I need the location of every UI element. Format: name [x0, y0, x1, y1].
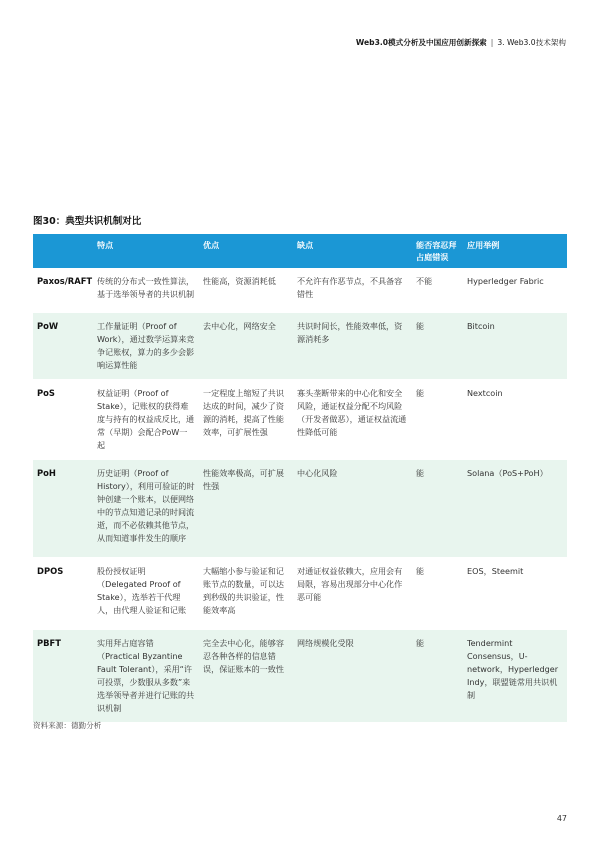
mechanism-name: PoW	[33, 312, 93, 379]
mechanism-name: Paxos/RAFT	[37, 276, 93, 286]
table-row	[33, 629, 567, 722]
column-header	[33, 234, 93, 268]
column-header: 特点	[93, 234, 199, 268]
consensus-comparison-table	[33, 234, 567, 723]
cons-cell: 不允许有作恶节点，不具备容错性	[297, 276, 403, 299]
table-row	[33, 557, 567, 629]
column-header: 应用举例	[463, 234, 567, 268]
feature-cell: 股份授权证明（Delegated Proof of Stake），选举若干代理人，由代理人验证和记账	[97, 565, 187, 615]
bft-cell: 能	[412, 629, 463, 722]
examples-cell: Hyperledger Fabric	[467, 276, 544, 286]
examples-cell: EOS，Steemit	[467, 565, 524, 576]
column-header: 优点	[199, 234, 293, 268]
pros-cell: 去中心化，网络安全	[199, 312, 293, 379]
cons-cell: 对通证权益依赖大，应用会有局限，容易出现部分中心化作恶可能	[297, 565, 403, 602]
pros-cell: 一定程度上缩短了共识达成的时间，减少了资源的消耗，提高了性能效率，可扩展性强	[203, 387, 284, 437]
table-row	[33, 312, 567, 379]
table-row	[33, 268, 567, 312]
feature-cell: 传统的分布式一致性算法，基于选举领导者的共识机制	[97, 276, 195, 299]
cons-cell: 网络规模化受限	[293, 629, 412, 722]
table-header-row	[33, 234, 567, 268]
examples-cell: Bitcoin	[463, 312, 567, 379]
column-header: 缺点	[293, 234, 412, 268]
table-row	[33, 379, 567, 459]
feature-cell: 实用拜占庭容错（Practical Byzantine Fault Tolerant），采用“许可投票，少数服从多数”来选举领导者并进行记账的共识机制	[93, 629, 199, 722]
figure-title: 图30：典型共识机制对比	[33, 216, 142, 227]
pros-cell: 性能高，资源消耗低	[203, 276, 276, 286]
cons-cell: 共识时间长，性能效率低，资源消耗多	[293, 312, 412, 379]
column-header: 能否容忍拜占庭错误	[412, 234, 463, 268]
feature-cell: 历史证明（Proof of History），利用可验证的时钟创建一个账本，以便网络中的节点知道记录的时间流逝，而不必依赖其他节点，从而知道事件发生的顺序	[93, 459, 199, 557]
running-header	[356, 37, 566, 48]
source-note: 资料来源：德勤分析	[33, 721, 102, 730]
pros-cell: 完全去中心化，能够容忍各种各样的信息错误，保证账本的一致性	[199, 629, 293, 722]
bft-cell: 能	[416, 565, 425, 576]
mechanism-name: PoH	[33, 459, 93, 557]
bft-cell: 能	[416, 387, 425, 398]
mechanism-name: PoS	[37, 387, 55, 398]
report-title: Web3.0模式分析及中国应用创新探索	[355, 38, 487, 47]
cons-cell: 中心化风险	[293, 459, 412, 557]
pros-cell: 性能效率极高，可扩展性强	[199, 459, 293, 557]
bft-cell: 能	[412, 459, 463, 557]
examples-cell: Solana（PoS+PoH）	[463, 459, 567, 557]
bft-cell: 不能	[416, 276, 433, 286]
table-row	[33, 459, 567, 557]
pros-cell: 大幅缩小参与验证和记账节点的数量，可以达到秒级的共识验证，性能效率高	[203, 565, 284, 615]
mechanism-name: DPOS	[37, 565, 64, 576]
bft-cell: 能	[412, 312, 463, 379]
examples-cell: Nextcoin	[467, 387, 503, 398]
mechanism-name: PBFT	[33, 629, 93, 722]
header-separator: |	[490, 38, 494, 47]
examples-cell: Tendermint Consensus，U-network，Hyperledger Indy，联盟链常用共识机制	[463, 629, 567, 722]
section-title: 3. Web3.0技术架构	[497, 38, 566, 47]
page-number: 47	[556, 814, 567, 823]
cons-cell: 寡头垄断带来的中心化和安全风险，通证权益分配不均风险（开发者做恶），通证权益流通性降低可能	[297, 387, 407, 437]
feature-cell: 权益证明（Proof of Stake），记账权的获得难度与持有的权益成反比，通常（早期）会配合PoW一起	[97, 387, 195, 450]
feature-cell: 工作量证明（Proof of Work），通过数学运算来竞争记账权，算力的多少会影响运算性能	[93, 312, 199, 379]
